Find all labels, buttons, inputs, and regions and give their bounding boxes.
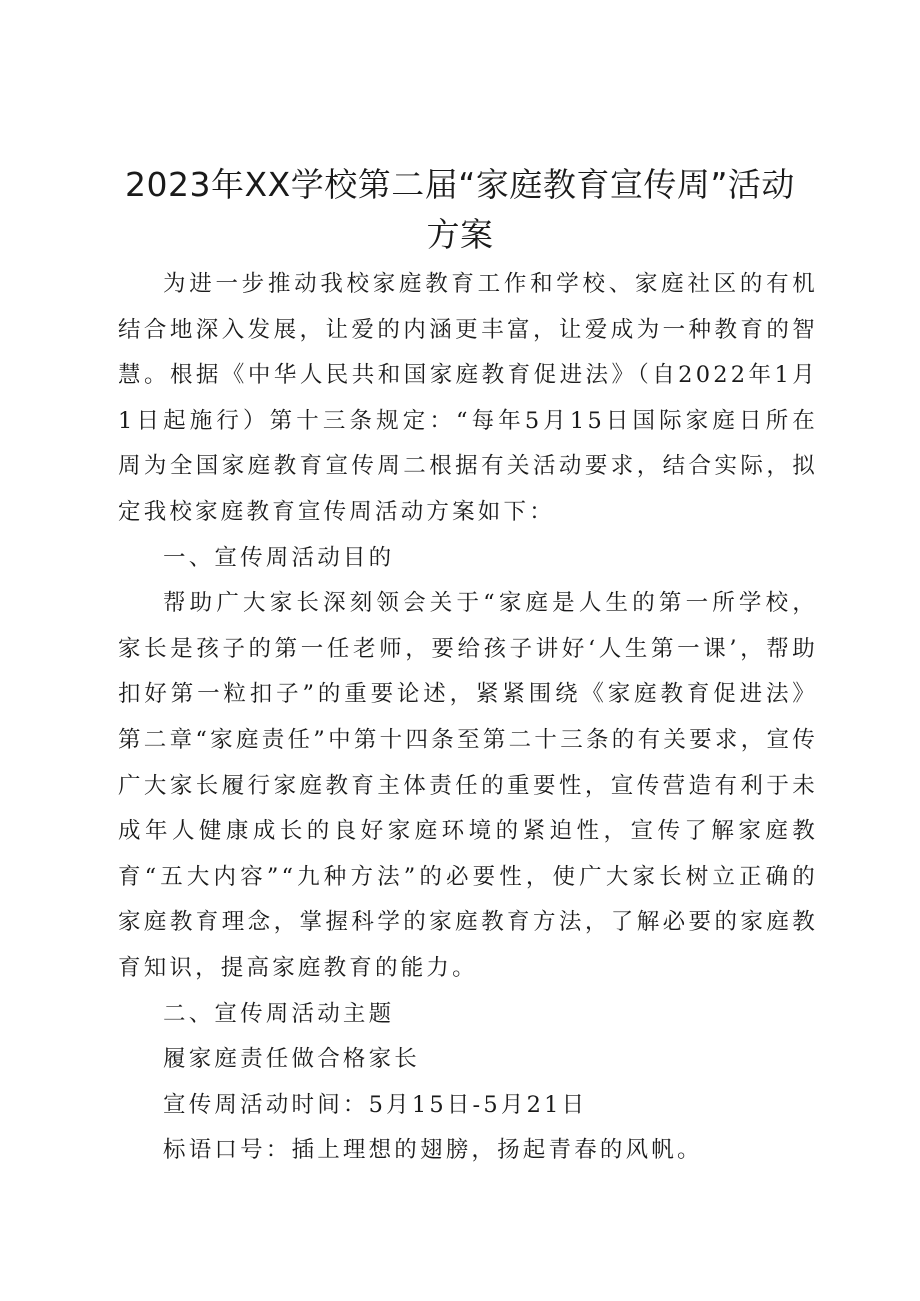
document-title-line-1: 2023年XX学校第二届“家庭教育宣传周”活动: [125, 165, 795, 204]
section-2-heading: 二、宣传周活动主题: [163, 1000, 395, 1027]
document-body: [118, 262, 818, 1174]
theme-line: 履家庭责任做合格家长: [163, 1046, 421, 1073]
intro-paragraph: 为进一步推动我校家庭教育工作和学校、家庭社区的有机结合地深入发展，让爱的内涵更丰富，让爱成为一种教育的智慧。根据《中华人民共和国家庭教育促进法》（自2022年1月1日起施行）第十三条规定：“每年5月15日国际家庭日所在周为全国家庭教育宣传周二根据有关活动要求，结合实际，拟定我校家庭教育宣传周活动方案如下：: [118, 271, 818, 525]
document-title: [100, 160, 820, 260]
slogan-line: 标语口号：插上理想的翅膀，扬起青春的风帆。: [163, 1137, 703, 1164]
time-line: 宣传周活动时间：5月15日-5月21日: [163, 1091, 588, 1118]
section-1-heading: 一、宣传周活动目的: [163, 544, 395, 571]
document-title-line-2: 方案: [426, 215, 494, 254]
section-1-paragraph: 帮助广大家长深刻领会关于“家庭是人生的第一所学校，家长是孩子的第一任老师，要给孩子讲好‘人生第一课’，帮助扣好第一粒扣子”的重要论述，紧紧围绕《家庭教育促进法》第二章“家庭责任”中第十四条至第二十三条的有关要求，宣传广大家长履行家庭教育主体责任的重要性，宣传营造有利于未成年人健康成长的良好家庭环境的紧迫性，宣传了解家庭教育“五大内容”“九种方法”的必要性，使广大家长树立正确的家庭教育理念，掌握科学的家庭教育方法，了解必要的家庭教育知识，提高家庭教育的能力。: [118, 590, 818, 981]
